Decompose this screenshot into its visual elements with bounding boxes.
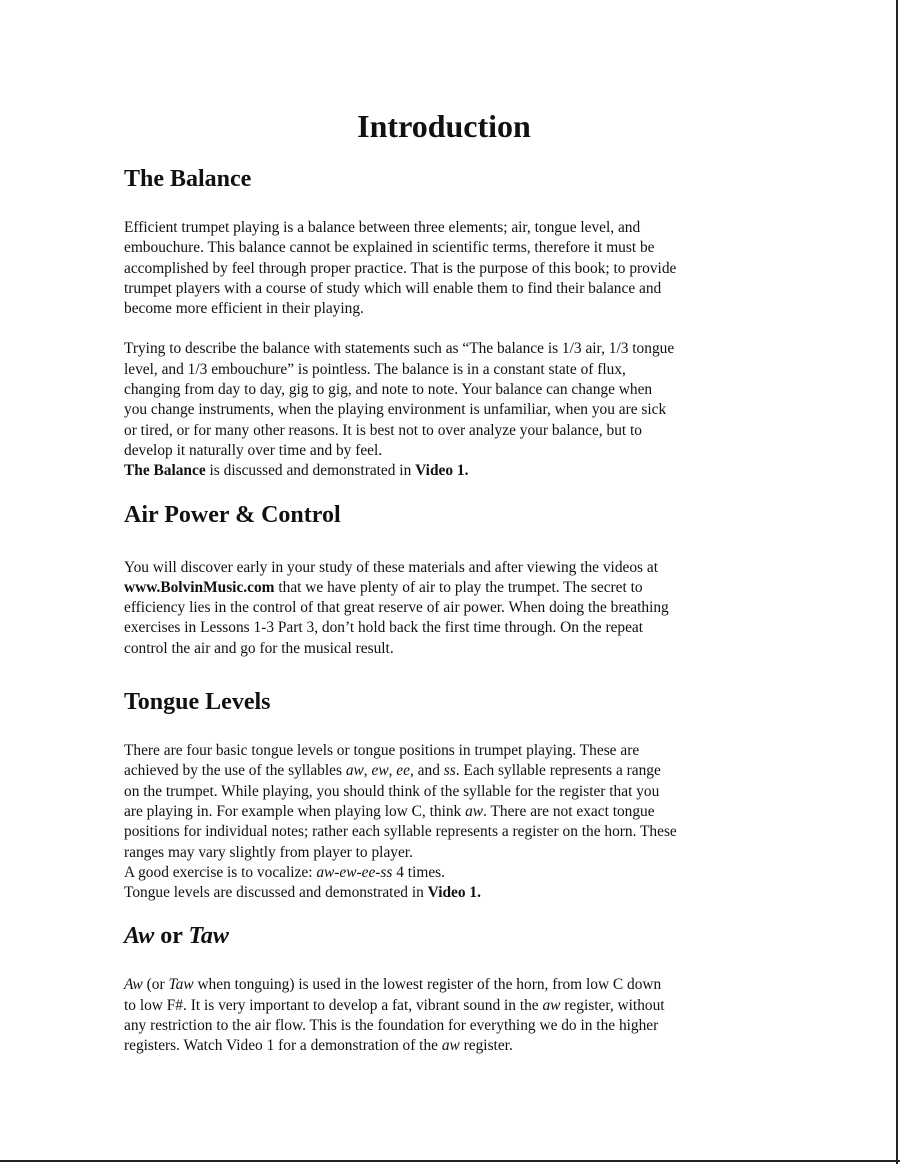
video-note-subject: The Balance xyxy=(124,462,206,480)
video-note: The Balance is discussed and demonstrated in Video 1. xyxy=(124,462,469,480)
text-line: registers. Watch Video 1 for a demonstration of the aw register. xyxy=(124,1037,513,1055)
text-line: positions for individual notes; rather each syllable represents a register on the horn. These xyxy=(124,823,677,841)
text-line: are playing in. For example when playing low C, think aw. There are not exact tongue xyxy=(124,802,655,820)
text-line: efficiency lies in the control of that great reserve of air power. When doing the breathing xyxy=(124,599,669,617)
text-line: level, and 1/3 embouchure” is pointless. The balance is in a constant state of flux, xyxy=(124,360,626,378)
section-heading-aw-or-taw: Aw or Taw xyxy=(124,923,229,950)
video-reference: Video 1. xyxy=(427,884,481,902)
text-line: A good exercise is to vocalize: aw-ew-ee-ss 4 times. xyxy=(124,863,445,881)
page-title: Introduction xyxy=(357,108,531,144)
section-heading-tongue-levels: Tongue Levels xyxy=(124,689,271,716)
website-link[interactable]: www.BolvinMusic.com xyxy=(124,578,275,596)
text-line: or tired, or for many other reasons. It is best not to over analyze your balance, but to xyxy=(124,421,642,439)
text-line: There are four basic tongue levels or tongue positions in trumpet playing. These are xyxy=(124,742,640,760)
text-line: you change instruments, when the playing environment is unfamiliar, when you are sick xyxy=(124,401,667,419)
text-line: embouchure. This balance cannot be explained in scientific terms, therefore it must be xyxy=(124,239,655,257)
video-note: Tongue levels are discussed and demonstrated in Video 1. xyxy=(124,884,481,902)
tongue-levels-paragraph xyxy=(124,741,764,903)
text-line: www.BolvinMusic.com that we have plenty of air to play the trumpet. The secret to xyxy=(124,578,643,596)
video-reference: Video 1. xyxy=(415,462,469,480)
text-line: any restriction to the air flow. This is the foundation for everything we do in the higher xyxy=(124,1017,659,1035)
text-line: changing from day to day, gig to gig, and note to note. Your balance can change when xyxy=(124,381,653,399)
text-line: trumpet players with a course of study which will enable them to find their balance and xyxy=(124,279,662,297)
text-line: develop it naturally over time and by feel. xyxy=(124,441,383,459)
text-line: achieved by the use of the syllables aw, ew, ee, and ss. Each syllable represents a range xyxy=(124,762,661,780)
section-heading-air-power: Air Power & Control xyxy=(124,501,341,528)
section-heading-the-balance: The Balance xyxy=(124,166,252,192)
aw-paragraph xyxy=(124,975,764,1056)
text-line: Trying to describe the balance with statements such as “The balance is 1/3 air, 1/3 tongue xyxy=(124,340,675,358)
text-line: ranges may vary slightly from player to player. xyxy=(124,843,413,861)
balance-paragraph-2 xyxy=(124,339,764,481)
text-line: on the trumpet. While playing, you should think of the syllable for the register that you xyxy=(124,782,660,800)
text-line: become more efficient in their playing. xyxy=(124,300,364,318)
text-line: exercises in Lessons 1-3 Part 3, don’t hold back the first time through. On the repeat xyxy=(124,619,644,637)
air-power-paragraph xyxy=(124,558,764,659)
page-edge-right xyxy=(896,0,898,1164)
page-content xyxy=(124,104,764,1057)
page-edge-bottom xyxy=(0,1160,900,1162)
text-line: to low F#. It is very important to develop a fat, vibrant sound in the aw register, without xyxy=(124,996,665,1014)
text-line: Efficient trumpet playing is a balance between three elements; air, tongue level, and xyxy=(124,219,641,236)
balance-paragraph-1 xyxy=(124,218,764,319)
text-line: Aw (or Taw when tonguing) is used in the lowest register of the horn, from low C down xyxy=(124,976,662,994)
text-line: You will discover early in your study of these materials and after viewing the videos at xyxy=(124,558,658,576)
text-line: accomplished by feel through proper practice. That is the purpose of this book; to provide xyxy=(124,259,677,277)
text-line: control the air and go for the musical result. xyxy=(124,639,394,657)
